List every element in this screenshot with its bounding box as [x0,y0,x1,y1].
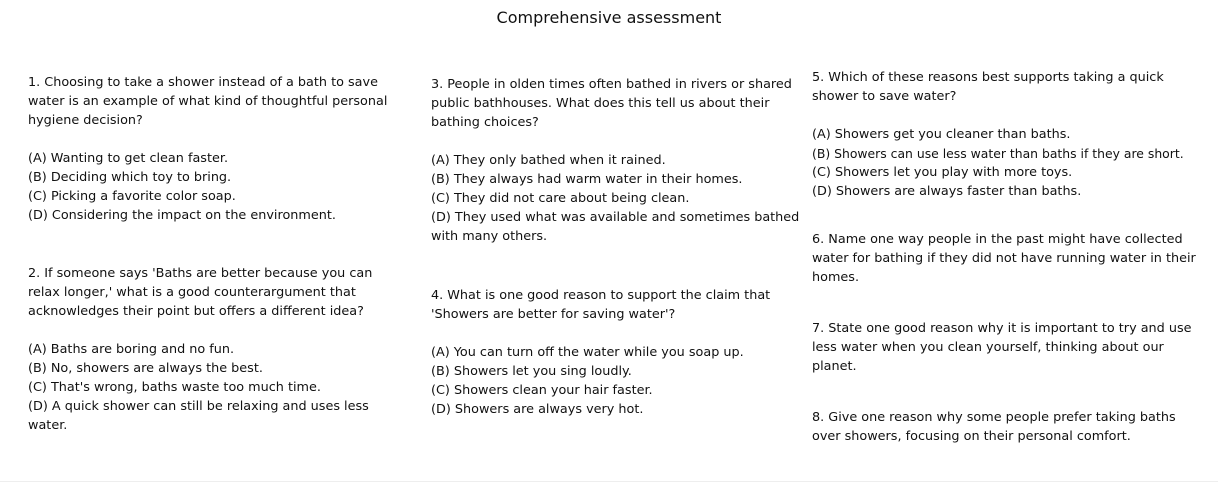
question-5-text: 5. Which of these reasons best supports taking a quick shower to save water? [812,70,1164,104]
question-4 [431,286,806,419]
question-1-option-b: (B) Deciding which toy to bring. [28,170,232,185]
question-6-text: 6. Name one way people in the past might have collected water for bathing if they did not have running water in their homes. [812,232,1196,285]
bottom-divider [0,481,1218,482]
question-4-text: 4. What is one good reason to support the claim that 'Showers are better for saving water'? [431,288,771,322]
question-8 [812,408,1202,446]
question-1-text: 1. Choosing to take a shower instead of a bath to save water is an example of what kind of thoughtful personal hygiene decision? [28,75,388,128]
question-5 [812,68,1208,201]
question-8-text: 8. Give one reason why some people prefer taking baths over showers, focusing on their personal comfort. [812,410,1176,444]
question-3-option-d: (D) They used what was available and sometimes bathed with many others. [431,210,800,244]
question-5-option-c: (C) Showers let you play with more toys. [812,165,1073,180]
question-4-option-b: (B) Showers let you sing loudly. [431,364,632,379]
question-4-option-c: (C) Showers clean your hair faster. [431,383,653,398]
question-2-option-a: (A) Baths are boring and no fun. [28,342,235,357]
question-1-option-d: (D) Considering the impact on the environment. [28,208,336,223]
question-2-option-c: (C) That's wrong, baths waste too much time. [28,380,321,395]
question-4-option-d: (D) Showers are always very hot. [431,402,644,417]
question-2-option-d: (D) A quick shower can still be relaxing and uses less water. [28,399,369,433]
question-3-option-a: (A) They only bathed when it rained. [431,153,666,168]
question-3-option-b: (B) They always had warm water in their homes. [431,172,743,187]
question-4-option-a: (A) You can turn off the water while you soap up. [431,345,744,360]
question-3-option-c: (C) They did not care about being clean. [431,191,690,206]
question-3-text: 3. People in olden times often bathed in rivers or shared public bathhouses. What does this tell us about their bathing choices? [431,77,792,130]
question-5-option-a: (A) Showers get you cleaner than baths. [812,127,1071,142]
question-5-option-d: (D) Showers are always faster than baths. [812,184,1082,199]
question-2-option-b: (B) No, showers are always the best. [28,361,263,376]
question-1-option-c: (C) Picking a favorite color soap. [28,189,236,204]
question-7 [812,319,1197,376]
question-1-option-a: (A) Wanting to get clean faster. [28,151,229,166]
question-7-text: 7. State one good reason why it is important to try and use less water when you clean yourself, thinking about our planet. [812,321,1192,374]
question-2 [28,264,403,435]
page-title: Comprehensive assessment [496,8,722,27]
question-3 [431,75,806,246]
question-6 [812,230,1202,287]
question-2-text: 2. If someone says 'Baths are better because you can relax longer,' what is a good counterargument that acknowledges their point but offers a different idea? [28,266,373,319]
question-5-option-b: (B) Showers can use less water than baths if they are short. [812,146,1184,161]
question-1 [28,73,403,225]
